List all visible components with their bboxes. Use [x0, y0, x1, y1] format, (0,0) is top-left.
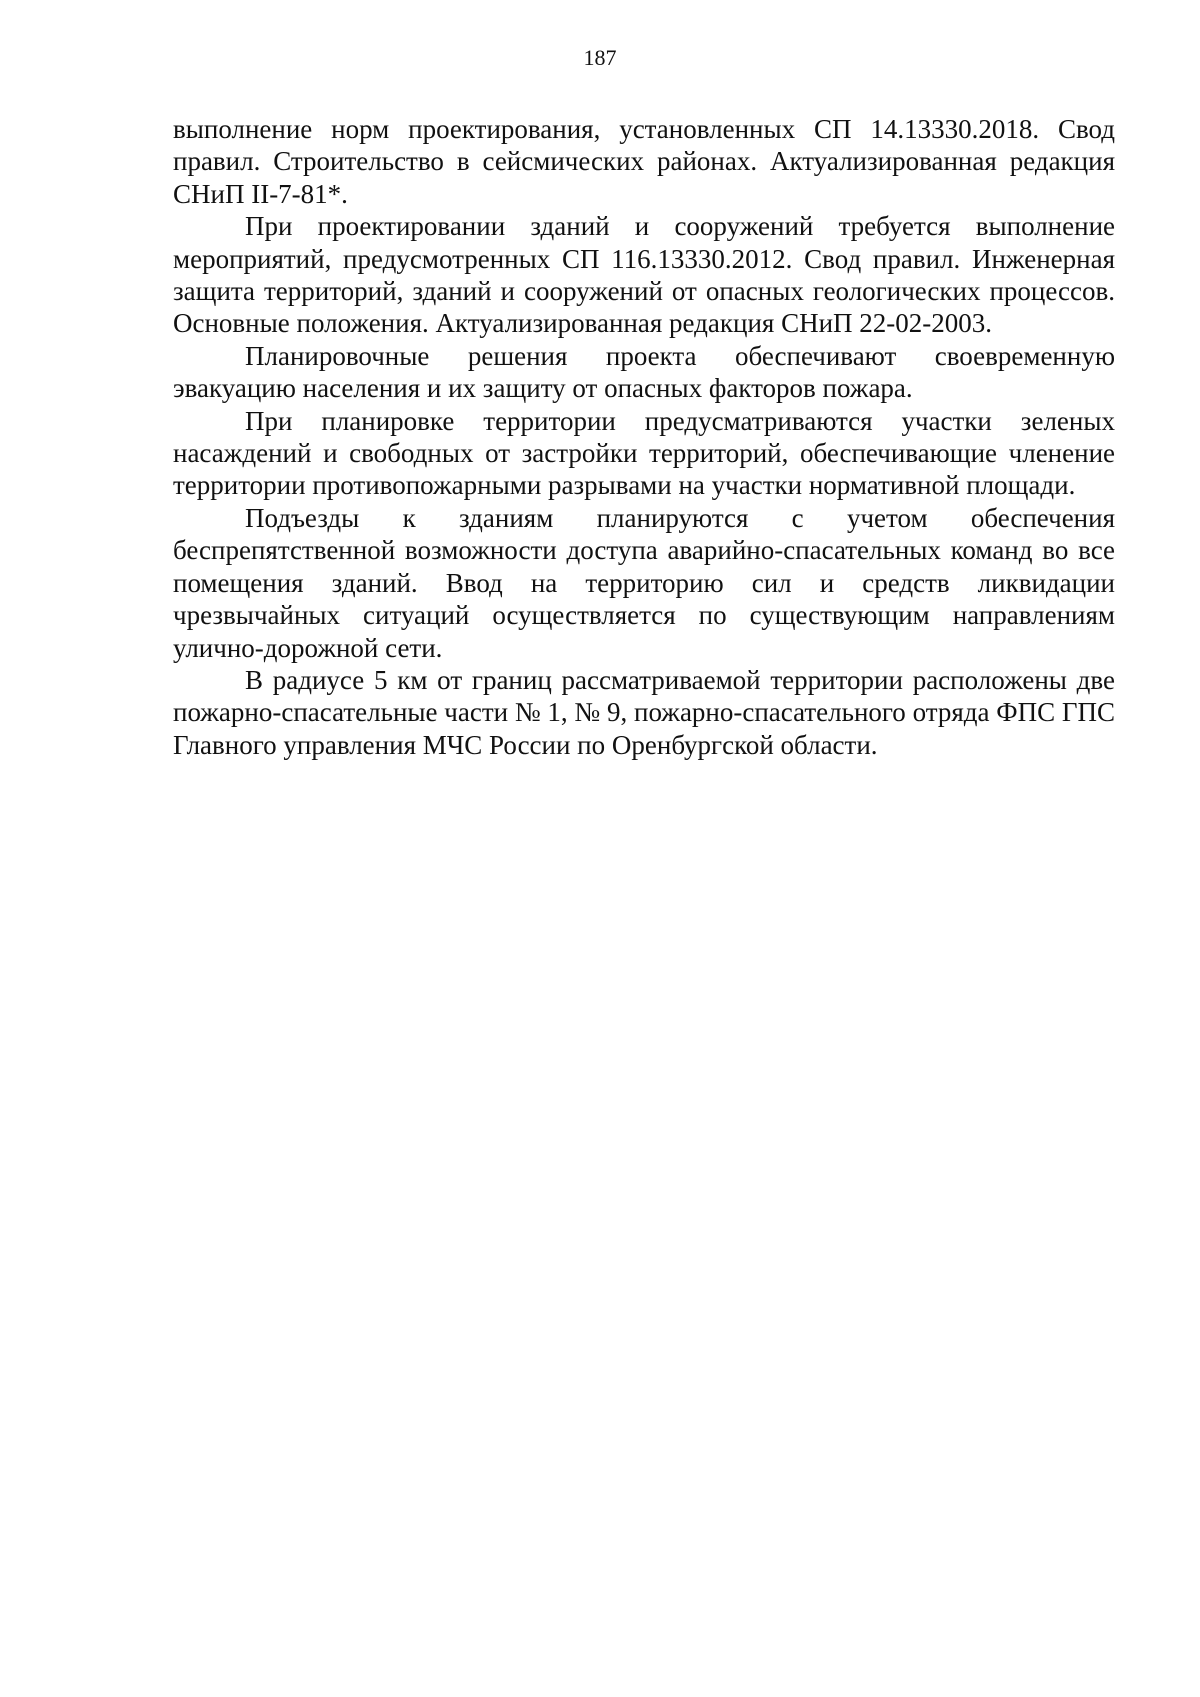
paragraph-continuation: выполнение норм проектирования, установленных СП 14.13330.2018. Свод правил. Строительство в сейсмических районах. Актуализированная редакция СНиП II-7-81*.	[173, 114, 1115, 209]
paragraph-fire-stations: В радиусе 5 км от границ рассматриваемой территории расположены две пожарно-спасательные части № 1, № 9, пожарно-спасательного отряда ФПС ГПС Главного управления МЧС России по Оренбургской области.	[173, 664, 1115, 760]
paragraph-green-zones: При планировке территории предусматриваются участки зеленых насаждений и свободных от застройки территорий, обеспечивающие членение территории противопожарными разрывами на участки нормативной площади.	[173, 405, 1115, 501]
paragraph-access-roads: Подъезды к зданиям планируются с учетом обеспечения беспрепятственной возможности доступа аварийно-спасательных команд во все помещения зданий. Ввод на территорию сил и средств ликвидации чрезвычайных ситуаций осуществляется по существующим направлениям улично-дорожной сети.	[173, 502, 1115, 663]
paragraph-design-measures: При проектировании зданий и сооружений требуется выполнение мероприятий, предусмотренных СП 116.13330.2012. Свод правил. Инженерная защита территорий, зданий и сооружений от опасных геологических процессов. Основные положения. Актуализированная редакция СНиП 22-02-2003.	[173, 211, 1115, 339]
document-body	[173, 113, 1115, 761]
paragraph-evacuation: Планировочные решения проекта обеспечивают своевременную эвакуацию населения и их защиту от опасных факторов пожара.	[173, 340, 1115, 404]
page-number: 187	[583, 45, 617, 70]
